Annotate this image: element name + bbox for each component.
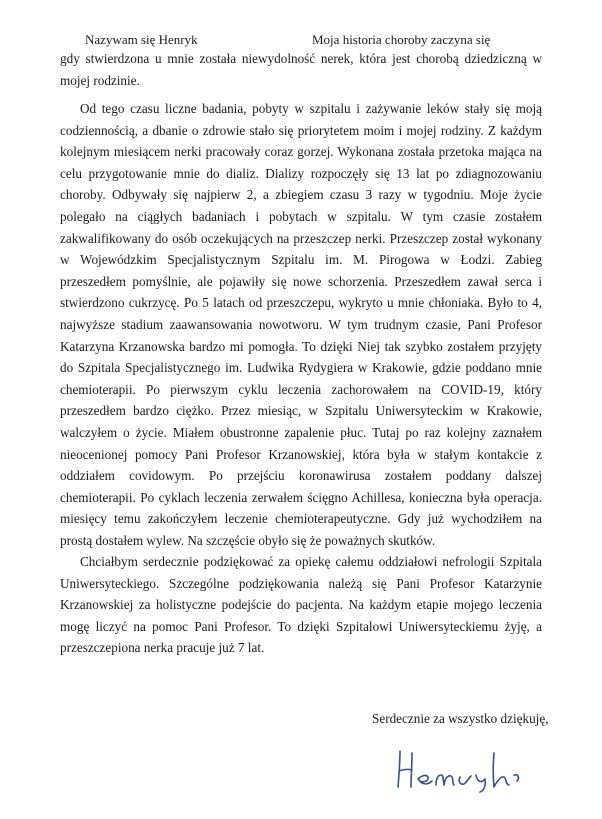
paragraph-history <box>60 98 542 551</box>
paragraph-intro <box>60 48 542 91</box>
letter-heading: Moja historia choroby zaczyna się <box>312 32 491 47</box>
letter-greeting: Nazywam się Henryk <box>85 32 198 47</box>
handwritten-signature <box>392 745 562 793</box>
closing-line: Serdecznie za wszystko dziękuję, <box>372 711 549 726</box>
paragraph-intro-text: gdy stwierdzona u mnie została niewydolność nerek, która jest chorobą dziedziczną w mojej rodzinie. <box>60 51 542 88</box>
paragraph-thanks-text: Chciałbym serdecznie podziękować za opiekę całemu oddziałowi nefrologii Szpitala Uniwersyteckiego. Szczególne podziękowania należą się Pani Profesor Katarzynie Krzanowskiej za holistyczne podejście do pacjenta. Na każdym etapie mojego leczenia mogę liczyć na pomoc Pani Profesor. To dzięki Szpitalowi Uniwersyteckiemu żyję, a przeszczepiona nerka pracuje już 7 lat. <box>60 554 542 656</box>
paragraph-history-text: Od tego czasu liczne badania, pobyty w szpitalu i zażywanie leków stały się moją codziennością, a dbanie o zdrowie stało się priorytetem moim i mojej rodziny. Z każdym kolejnym miesiącem nerki pracowały coraz gorzej. Wykonana została przetoka mająca na celu przygotowanie mnie do dializ. Dializy rozpoczęły się 13 lat po zdiagnozowaniu choroby. Odbywały się najpierw 2, a zbiegiem czasu 3 razy w tygodniu. Moje życie polegało na ciągłych badaniach i pobytach w szpitalu. W tym czasie zostałem zakwalifikowany do osób oczekujących na przeszczep nerki. Przeszczep został wykonany w Wojewódzkim Specjalistycznym Szpitalu im. M. Pirogowa w Łodzi. Zabieg przeszedłem pomyślnie, ale pojawiły się nowe schorzenia. Przeszedłem zawał serca i stwierdzono cukrzycę. Po 5 latach od przeszczepu, wykryto u mnie chłoniaka. Było to 4, najwyższe stadium zaawansowania nowotworu. W tym trudnym czasie, Pani Profesor Katarzyna Krzanowska bardzo mi pomogła. To dzięki Niej tak szybko zostałem przyjęty do Szpitala Specjalistycznego im. Ludwika Rydygiera w Krakowie, gdzie poddano mnie chemioterapii. Po pierwszym cyklu leczenia zachorowałem na COVID-19, który przeszedłem bardzo ciężko. Przez miesiąc, w Szpitalu Uniwersyteckim w Krakowie, walczyłem o życie. Miałem obustronne zapalenie płuc. Tutaj po raz kolejny zaznałem nieocenionej pomocy Pani Profesor Krzanowskiej, która była w stałym kontakcie z oddziałem covidowym. Po przejściu koronawirusa zostałem poddany dalszej chemioterapii. Po cyklach leczenia zerwałem ścięgno Achillesa, konieczna była operacja. miesięcy temu zakończyłem leczenie chemioterapeutyczne. Gdy już wychodziłem na prostą dostałem wylew. Na szczęście obyło się że poważnych skutków. <box>60 101 542 548</box>
paragraph-thanks <box>60 551 542 659</box>
